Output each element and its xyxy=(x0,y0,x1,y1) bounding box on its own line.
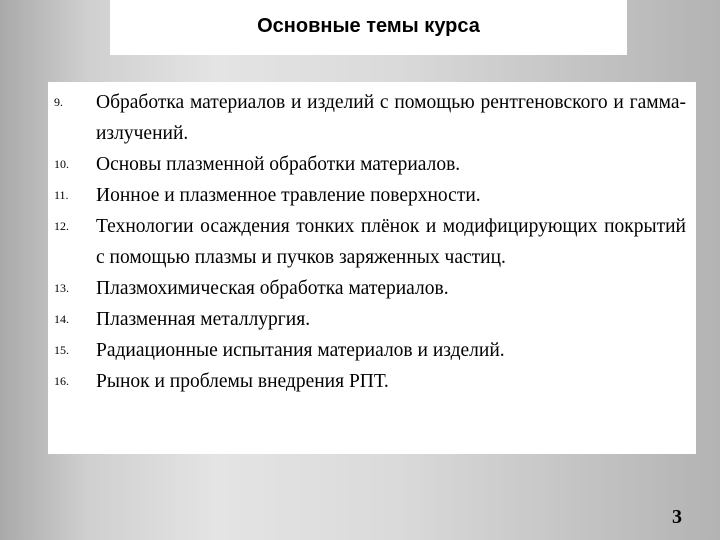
topic-text: Основы плазменной обработки материалов. xyxy=(96,154,461,175)
topic-number: 11. xyxy=(54,188,69,202)
topic-list xyxy=(48,87,696,397)
topic-text: Радиационные испытания материалов и изделий. xyxy=(96,340,505,361)
topic-text: Обработка материалов и изделий с помощью рентгеновского и гамма- излучений. xyxy=(96,92,686,144)
topic-number: 16. xyxy=(54,374,69,388)
topic-item xyxy=(48,149,696,180)
page-number: 3 xyxy=(672,506,682,528)
topic-item xyxy=(48,211,696,273)
topic-number: 13. xyxy=(54,281,69,295)
content-box xyxy=(48,82,696,454)
topic-text: Технологии осаждения тонких плёнок и модифицирующих покрытий с помощью плазмы и пучков заряженных частиц. xyxy=(96,216,686,268)
topic-number: 14. xyxy=(54,312,69,326)
topic-text: Ионное и плазменное травление поверхности. xyxy=(96,185,481,206)
topic-number: 9. xyxy=(54,95,63,109)
topic-text: Плазменная металлургия. xyxy=(96,309,311,330)
topic-number: 10. xyxy=(54,157,69,171)
topic-item xyxy=(48,273,696,304)
title-box xyxy=(110,0,627,55)
topic-text: Плазмохимическая обработка материалов. xyxy=(96,278,449,299)
topic-item xyxy=(48,366,696,397)
topic-item xyxy=(48,180,696,211)
topic-item xyxy=(48,87,696,149)
topic-item xyxy=(48,335,696,366)
topic-text: Рынок и проблемы внедрения РПТ. xyxy=(96,371,389,392)
topic-item xyxy=(48,304,696,335)
slide-title: Основные темы курса xyxy=(257,15,480,37)
topic-number: 15. xyxy=(54,343,69,357)
topic-number: 12. xyxy=(54,219,69,233)
